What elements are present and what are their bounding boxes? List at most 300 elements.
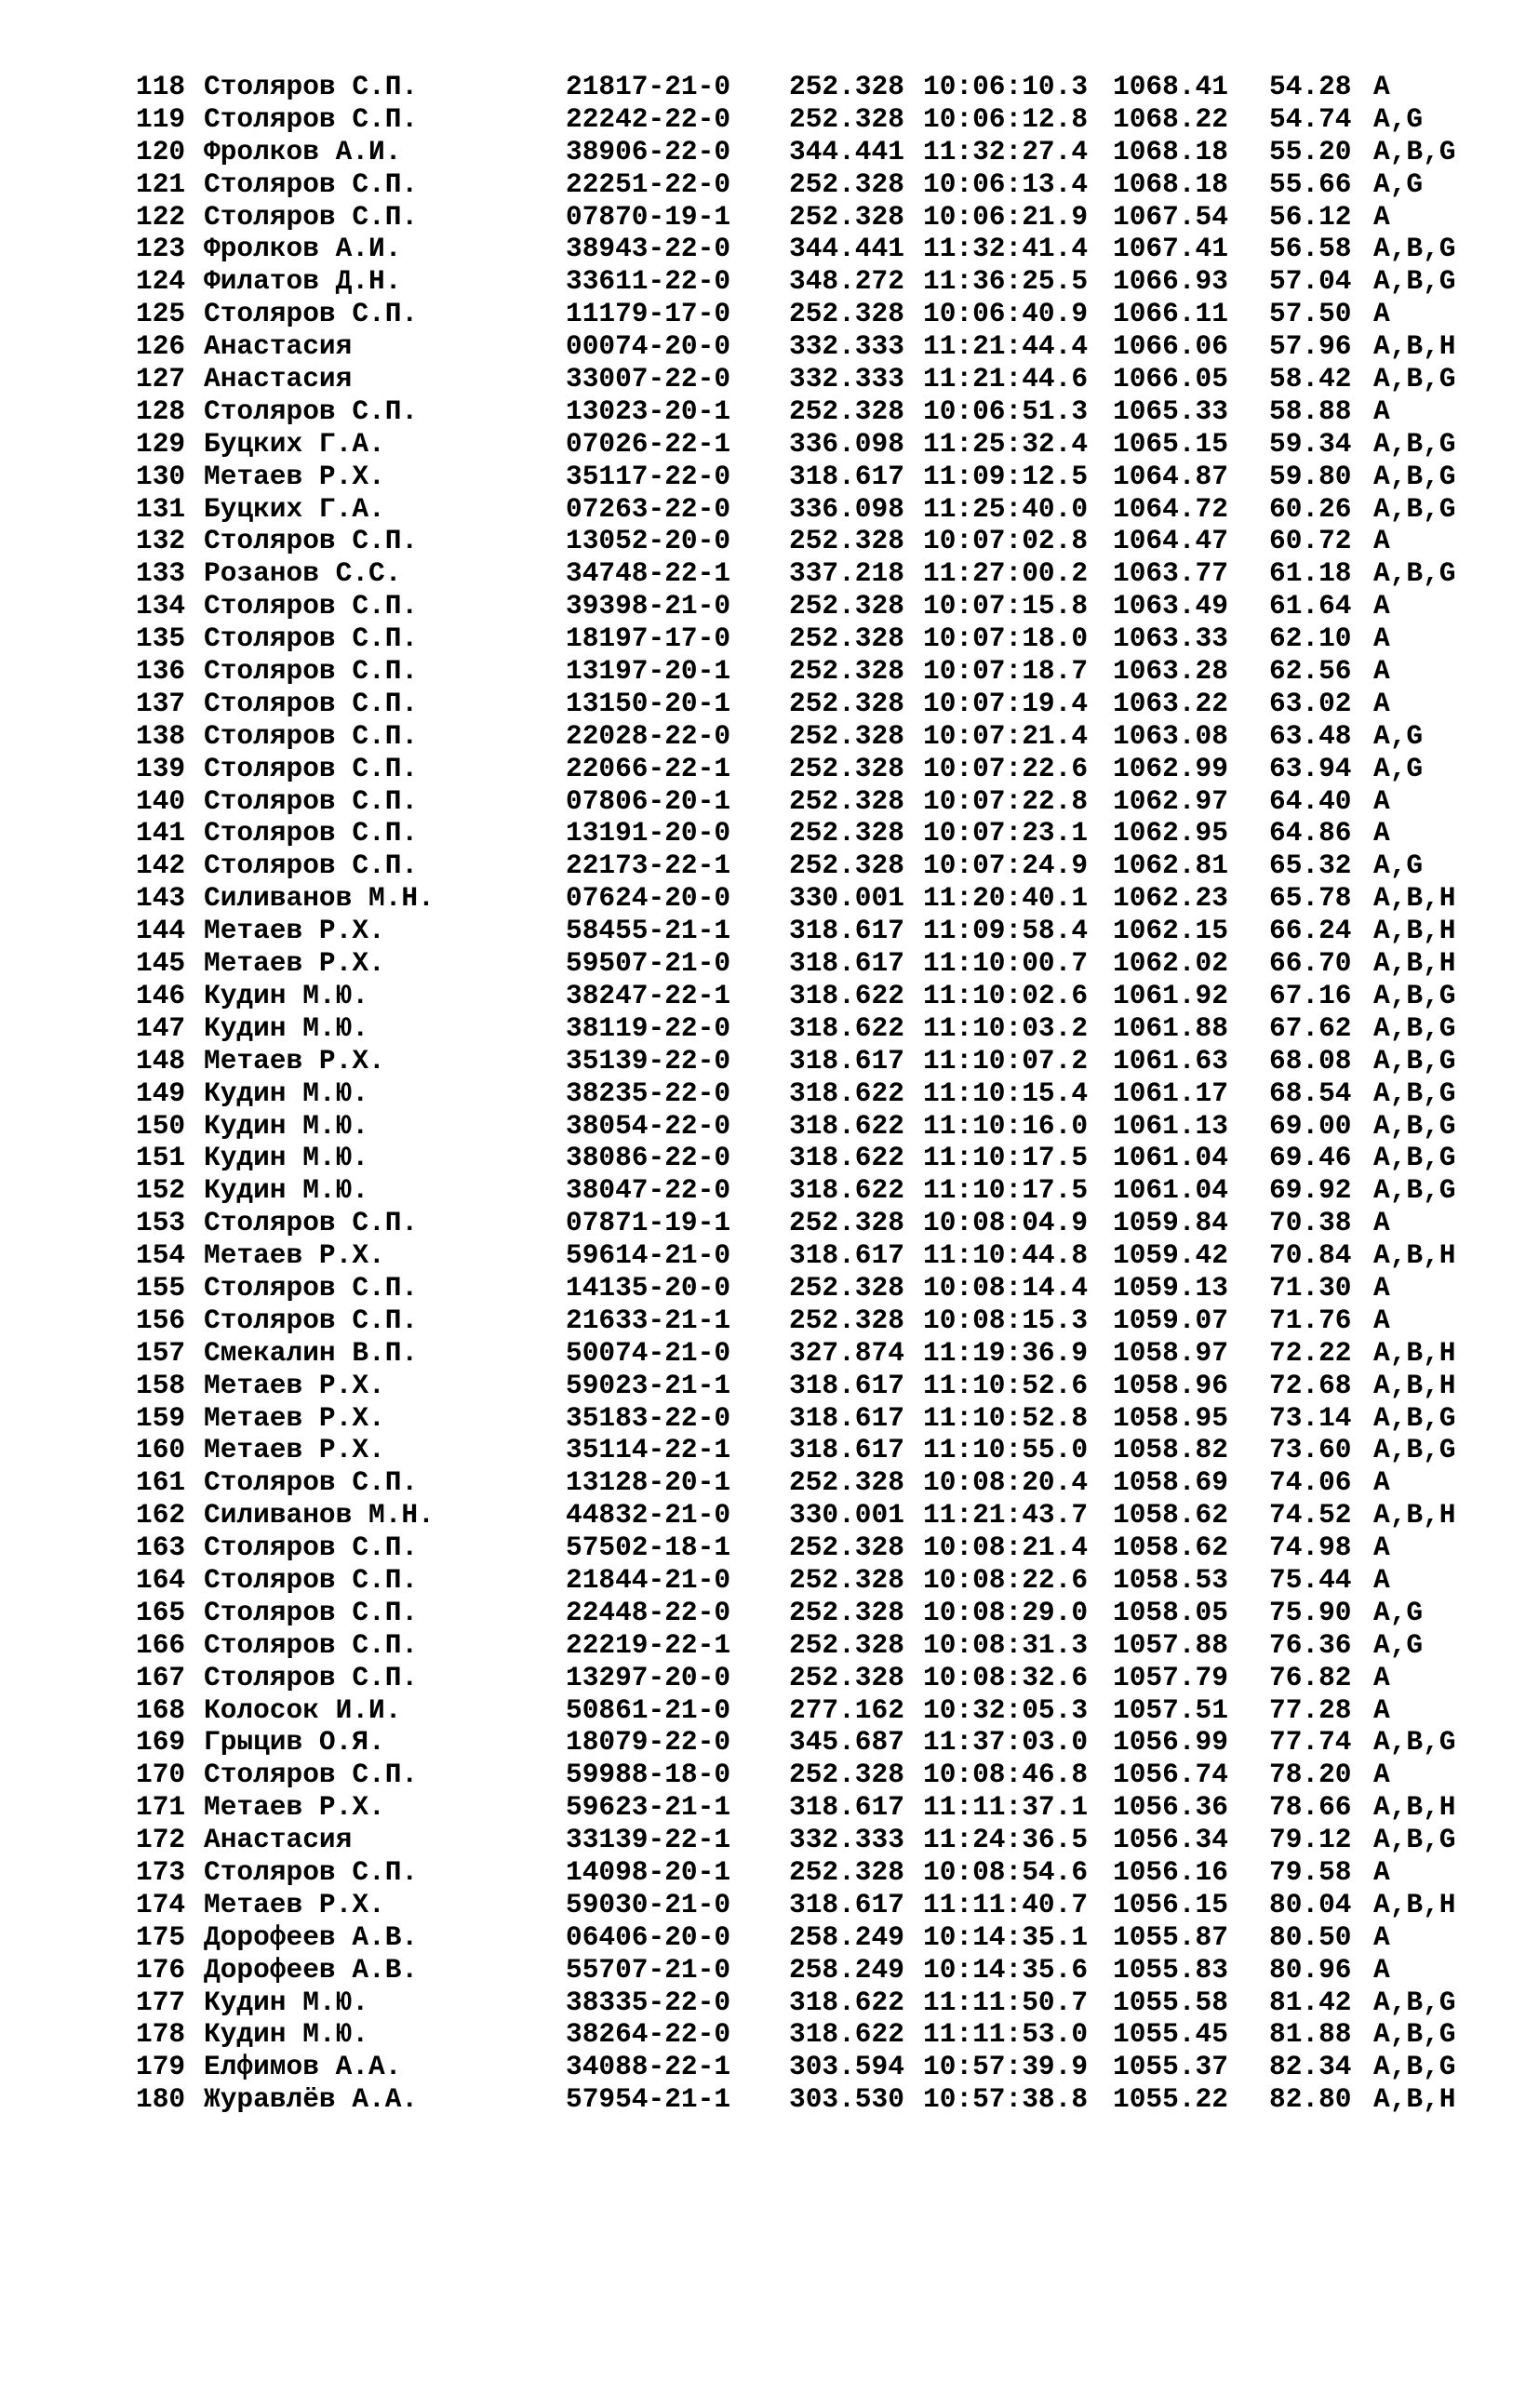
row-number: 169: [136, 1726, 186, 1759]
observer-name: Фролков А.И.: [204, 233, 402, 265]
distance-value: 252.328: [789, 1304, 904, 1336]
table-row: [136, 525, 1390, 557]
row-number: 178: [136, 2018, 186, 2051]
record-id: 59623-21-1: [566, 1791, 731, 1824]
flags-value: A,B,G: [1373, 1077, 1456, 1109]
percent-value: 59.34: [1269, 427, 1352, 460]
observer-name: Анастасия: [204, 330, 353, 363]
row-number: 140: [136, 784, 186, 817]
score-value: 1056.74: [1113, 1759, 1228, 1791]
time-value: 10:07:18.7: [923, 655, 1089, 688]
row-number: 161: [136, 1466, 186, 1499]
row-number: 170: [136, 1759, 186, 1791]
time-value: 11:11:37.1: [923, 1791, 1089, 1824]
row-number: 118: [136, 71, 186, 102]
observer-name: Столяров С.П.: [204, 719, 419, 752]
table-row: [136, 979, 1456, 1012]
percent-value: 63.48: [1269, 719, 1352, 752]
record-id: 57502-18-1: [566, 1532, 731, 1564]
score-value: 1057.51: [1113, 1693, 1228, 1726]
distance-value: 318.617: [789, 947, 904, 980]
table-row: [136, 1986, 1456, 2019]
observer-name: Филатов Д.Н.: [204, 265, 402, 298]
row-number: 141: [136, 817, 186, 849]
time-value: 11:25:32.4: [923, 427, 1089, 460]
percent-value: 61.18: [1269, 557, 1352, 590]
time-value: 11:11:40.7: [923, 1888, 1089, 1920]
record-id: 38086-22-0: [566, 1142, 731, 1174]
flags-value: A,G: [1373, 719, 1424, 752]
distance-value: 332.333: [789, 363, 904, 395]
row-number: 168: [136, 1693, 186, 1726]
row-number: 155: [136, 1271, 186, 1304]
percent-value: 70.38: [1269, 1207, 1352, 1239]
distance-value: 336.098: [789, 427, 904, 460]
time-value: 10:08:31.3: [923, 1628, 1089, 1661]
row-number: 122: [136, 200, 186, 233]
flags-value: A,B,G: [1373, 265, 1456, 298]
score-value: 1058.96: [1113, 1369, 1228, 1401]
time-value: 11:09:12.5: [923, 460, 1089, 492]
record-id: 07871-19-1: [566, 1207, 731, 1239]
table-row: [136, 363, 1456, 395]
percent-value: 74.52: [1269, 1499, 1352, 1532]
distance-value: 252.328: [789, 1466, 904, 1499]
record-id: 34748-22-1: [566, 557, 731, 590]
distance-value: 252.328: [789, 1596, 904, 1628]
distance-value: 337.218: [789, 557, 904, 590]
score-value: 1063.77: [1113, 557, 1228, 590]
distance-value: 318.617: [789, 1401, 904, 1434]
percent-value: 80.04: [1269, 1888, 1352, 1920]
score-value: 1066.06: [1113, 330, 1228, 363]
record-id: 21844-21-0: [566, 1563, 731, 1596]
observer-name: Кудин М.Ю.: [204, 1174, 369, 1207]
observer-name: Столяров С.П.: [204, 395, 419, 427]
record-id: 07870-19-1: [566, 200, 731, 233]
score-value: 1064.72: [1113, 492, 1228, 525]
score-value: 1062.95: [1113, 817, 1228, 849]
flags-value: A,B,G: [1373, 2051, 1456, 2083]
percent-value: 72.22: [1269, 1336, 1352, 1369]
table-row: [136, 1369, 1456, 1402]
flags-value: A: [1373, 1759, 1390, 1791]
flags-value: A,B,G: [1373, 1824, 1456, 1856]
table-row: [136, 1239, 1456, 1272]
row-number: 156: [136, 1304, 186, 1336]
table-row: [136, 395, 1390, 428]
table-row: [136, 1499, 1456, 1532]
score-value: 1063.28: [1113, 655, 1228, 688]
record-id: 21633-21-1: [566, 1304, 731, 1336]
flags-value: A,B,G: [1373, 427, 1456, 460]
time-value: 10:08:04.9: [923, 1207, 1089, 1239]
score-value: 1059.42: [1113, 1239, 1228, 1272]
observer-name: Анастасия: [204, 1824, 353, 1856]
observer-name: Метаев Р.Х.: [204, 1239, 385, 1272]
time-value: 11:21:44.6: [923, 363, 1089, 395]
row-number: 159: [136, 1401, 186, 1434]
percent-value: 55.66: [1269, 167, 1352, 200]
distance-value: 252.328: [789, 784, 904, 817]
time-value: 10:07:22.6: [923, 752, 1089, 784]
percent-value: 65.78: [1269, 882, 1352, 915]
observer-name: Метаев Р.Х.: [204, 1434, 385, 1466]
row-number: 130: [136, 460, 186, 492]
distance-value: 252.328: [789, 167, 904, 200]
table-row: [136, 167, 1424, 201]
table-row: [136, 655, 1390, 688]
score-value: 1059.84: [1113, 1207, 1228, 1239]
observer-name: Столяров С.П.: [204, 200, 419, 233]
row-number: 129: [136, 427, 186, 460]
percent-value: 54.28: [1269, 71, 1352, 102]
observer-name: Журавлёв А.А.: [204, 2083, 419, 2116]
observer-name: Кудин М.Ю.: [204, 1986, 369, 2018]
score-value: 1061.04: [1113, 1174, 1228, 1207]
percent-value: 74.98: [1269, 1532, 1352, 1564]
observer-name: Метаев Р.Х.: [204, 1888, 385, 1920]
percent-value: 82.34: [1269, 2051, 1352, 2083]
time-value: 11:36:25.5: [923, 265, 1089, 298]
time-value: 11:24:36.5: [923, 1824, 1089, 1856]
observer-name: Столяров С.П.: [204, 1628, 419, 1661]
percent-value: 67.62: [1269, 1011, 1352, 1044]
time-value: 10:57:39.9: [923, 2051, 1089, 2083]
table-row: [136, 2051, 1456, 2083]
record-id: 35114-22-1: [566, 1434, 731, 1466]
observer-name: Столяров С.П.: [204, 298, 419, 330]
record-id: 22066-22-1: [566, 752, 731, 784]
record-id: 21817-21-0: [566, 71, 731, 102]
observer-name: Столяров С.П.: [204, 752, 419, 784]
score-value: 1062.99: [1113, 752, 1228, 784]
flags-value: A,G: [1373, 167, 1424, 200]
record-id: 55707-21-0: [566, 1953, 731, 1986]
row-number: 143: [136, 882, 186, 915]
distance-value: 277.162: [789, 1693, 904, 1726]
percent-value: 57.50: [1269, 298, 1352, 330]
flags-value: A,B,G: [1373, 233, 1456, 265]
flags-value: A,B,G: [1373, 1142, 1456, 1174]
observer-name: Грыцив О.Я.: [204, 1726, 385, 1759]
percent-value: 56.12: [1269, 200, 1352, 233]
observer-name: Метаев Р.Х.: [204, 1369, 385, 1401]
flags-value: A,B,G: [1373, 1011, 1456, 1044]
row-number: 149: [136, 1077, 186, 1109]
row-number: 177: [136, 1986, 186, 2018]
flags-value: A,B,G: [1373, 1726, 1456, 1759]
table-row: [136, 233, 1456, 265]
flags-value: A,G: [1373, 102, 1424, 135]
row-number: 180: [136, 2083, 186, 2116]
row-number: 132: [136, 525, 186, 557]
observer-name: Столяров С.П.: [204, 655, 419, 688]
row-number: 163: [136, 1532, 186, 1564]
record-id: 22448-22-0: [566, 1596, 731, 1628]
table-row: [136, 1401, 1456, 1435]
row-number: 136: [136, 655, 186, 688]
time-value: 10:06:40.9: [923, 298, 1089, 330]
record-id: 50074-21-0: [566, 1336, 731, 1369]
flags-value: A: [1373, 622, 1390, 655]
time-value: 10:32:05.3: [923, 1693, 1089, 1726]
table-row: [136, 1855, 1390, 1889]
table-row: [136, 1304, 1390, 1337]
percent-value: 57.96: [1269, 330, 1352, 363]
table-row: [136, 71, 1390, 103]
observer-name: Столяров С.П.: [204, 167, 419, 200]
distance-value: 258.249: [789, 1953, 904, 1986]
observer-name: Столяров С.П.: [204, 687, 419, 719]
time-value: 10:14:35.1: [923, 1920, 1089, 1953]
score-value: 1056.99: [1113, 1726, 1228, 1759]
record-id: 13150-20-1: [566, 687, 731, 719]
score-value: 1062.02: [1113, 947, 1228, 980]
observer-name: Столяров С.П.: [204, 622, 419, 655]
percent-value: 79.58: [1269, 1855, 1352, 1888]
observer-name: Елфимов А.А.: [204, 2051, 402, 2083]
distance-value: 252.328: [789, 1628, 904, 1661]
observer-name: Столяров С.П.: [204, 784, 419, 817]
flags-value: A,B,H: [1373, 330, 1456, 363]
row-number: 126: [136, 330, 186, 363]
record-id: 07263-22-0: [566, 492, 731, 525]
record-id: 59030-21-0: [566, 1888, 731, 1920]
flags-value: A,B,G: [1373, 363, 1456, 395]
row-number: 147: [136, 1011, 186, 1044]
table-row: [136, 1628, 1424, 1662]
percent-value: 74.06: [1269, 1466, 1352, 1499]
table-row: [136, 1759, 1390, 1791]
percent-value: 75.44: [1269, 1563, 1352, 1596]
table-row: [136, 557, 1456, 590]
score-value: 1062.23: [1113, 882, 1228, 915]
distance-value: 318.617: [789, 1434, 904, 1466]
flags-value: A: [1373, 817, 1390, 849]
record-id: 38054-22-0: [566, 1109, 731, 1142]
score-value: 1067.41: [1113, 233, 1228, 265]
observer-name: Колосок И.И.: [204, 1693, 402, 1726]
record-id: 39398-21-0: [566, 590, 731, 622]
observer-name: Кудин М.Ю.: [204, 1011, 369, 1044]
record-id: 50861-21-0: [566, 1693, 731, 1726]
observer-name: Силиванов М.Н.: [204, 882, 435, 915]
flags-value: A,B,G: [1373, 1401, 1456, 1434]
time-value: 11:10:55.0: [923, 1434, 1089, 1466]
score-value: 1056.34: [1113, 1824, 1228, 1856]
percent-value: 68.54: [1269, 1077, 1352, 1109]
score-value: 1056.15: [1113, 1888, 1228, 1920]
table-row: [136, 1109, 1456, 1143]
table-row: [136, 817, 1390, 849]
row-number: 145: [136, 947, 186, 980]
table-row: [136, 1920, 1390, 1954]
observer-name: Метаев Р.Х.: [204, 460, 385, 492]
flags-value: A,B,H: [1373, 1499, 1456, 1532]
record-id: 38264-22-0: [566, 2018, 731, 2051]
score-value: 1063.22: [1113, 687, 1228, 719]
record-id: 33139-22-1: [566, 1824, 731, 1856]
table-row: [136, 849, 1424, 882]
score-value: 1056.36: [1113, 1791, 1228, 1824]
distance-value: 252.328: [789, 590, 904, 622]
flags-value: A,B,G: [1373, 557, 1456, 590]
row-number: 176: [136, 1953, 186, 1986]
score-value: 1056.16: [1113, 1855, 1228, 1888]
observer-name: Столяров С.П.: [204, 71, 419, 102]
flags-value: A,B,H: [1373, 882, 1456, 915]
flags-value: A: [1373, 1920, 1390, 1953]
flags-value: A,B,H: [1373, 1336, 1456, 1369]
observer-name: Столяров С.П.: [204, 1532, 419, 1564]
flags-value: A: [1373, 71, 1390, 102]
record-id: 18197-17-0: [566, 622, 731, 655]
score-value: 1068.18: [1113, 167, 1228, 200]
flags-value: A: [1373, 1207, 1390, 1239]
record-id: 13191-20-0: [566, 817, 731, 849]
record-id: 22251-22-0: [566, 167, 731, 200]
record-id: 18079-22-0: [566, 1726, 731, 1759]
row-number: 172: [136, 1824, 186, 1856]
row-number: 171: [136, 1791, 186, 1824]
record-id: 38047-22-0: [566, 1174, 731, 1207]
percent-value: 77.74: [1269, 1726, 1352, 1759]
table-row: [136, 1142, 1456, 1174]
flags-value: A,B,H: [1373, 1888, 1456, 1920]
flags-value: A,B,H: [1373, 1239, 1456, 1272]
flags-value: A: [1373, 1304, 1390, 1336]
percent-value: 62.56: [1269, 655, 1352, 688]
row-number: 164: [136, 1563, 186, 1596]
observer-name: Столяров С.П.: [204, 590, 419, 622]
percent-value: 71.76: [1269, 1304, 1352, 1336]
score-value: 1065.15: [1113, 427, 1228, 460]
score-value: 1061.13: [1113, 1109, 1228, 1142]
row-number: 135: [136, 622, 186, 655]
distance-value: 327.874: [789, 1336, 904, 1369]
percent-value: 59.80: [1269, 460, 1352, 492]
percent-value: 62.10: [1269, 622, 1352, 655]
distance-value: 336.098: [789, 492, 904, 525]
time-value: 10:08:21.4: [923, 1532, 1089, 1564]
row-number: 148: [136, 1044, 186, 1077]
score-value: 1057.79: [1113, 1661, 1228, 1693]
percent-value: 76.82: [1269, 1661, 1352, 1693]
time-value: 10:07:24.9: [923, 849, 1089, 882]
flags-value: A: [1373, 1693, 1390, 1726]
table-row: [136, 1044, 1456, 1077]
record-id: 35183-22-0: [566, 1401, 731, 1434]
table-row: [136, 590, 1390, 622]
table-row: [136, 1661, 1390, 1694]
distance-value: 252.328: [789, 655, 904, 688]
table-row: [136, 200, 1390, 234]
table-row: [136, 1596, 1424, 1629]
distance-value: 252.328: [789, 687, 904, 719]
observer-name: Столяров С.П.: [204, 817, 419, 849]
distance-value: 252.328: [789, 1271, 904, 1304]
score-value: 1058.82: [1113, 1434, 1228, 1466]
score-value: 1058.05: [1113, 1596, 1228, 1628]
flags-value: A: [1373, 1532, 1390, 1564]
distance-value: 332.333: [789, 1824, 904, 1856]
score-value: 1055.45: [1113, 2018, 1228, 2051]
row-number: 138: [136, 719, 186, 752]
distance-value: 318.617: [789, 460, 904, 492]
observer-name: Столяров С.П.: [204, 1207, 419, 1239]
score-value: 1061.92: [1113, 979, 1228, 1011]
score-value: 1064.87: [1113, 460, 1228, 492]
distance-value: 252.328: [789, 719, 904, 752]
record-id: 22219-22-1: [566, 1628, 731, 1661]
row-number: 167: [136, 1661, 186, 1693]
percent-value: 54.74: [1269, 102, 1352, 135]
flags-value: A: [1373, 525, 1390, 557]
flags-value: A,G: [1373, 1596, 1424, 1628]
score-value: 1058.53: [1113, 1563, 1228, 1596]
table-row: [136, 102, 1424, 136]
distance-value: 303.594: [789, 2051, 904, 2083]
row-number: 174: [136, 1888, 186, 1920]
distance-value: 318.617: [789, 915, 904, 947]
percent-value: 58.42: [1269, 363, 1352, 395]
distance-value: 252.328: [789, 1563, 904, 1596]
score-value: 1063.33: [1113, 622, 1228, 655]
time-value: 11:19:36.9: [923, 1336, 1089, 1369]
record-id: 35139-22-0: [566, 1044, 731, 1077]
record-id: 07624-20-0: [566, 882, 731, 915]
score-value: 1064.47: [1113, 525, 1228, 557]
record-id: 38119-22-0: [566, 1011, 731, 1044]
record-id: 00074-20-0: [566, 330, 731, 363]
time-value: 11:10:17.5: [923, 1142, 1089, 1174]
distance-value: 252.328: [789, 298, 904, 330]
distance-value: 318.622: [789, 1011, 904, 1044]
table-row: [136, 719, 1424, 753]
row-number: 151: [136, 1142, 186, 1174]
table-row: [136, 752, 1424, 785]
table-row: [136, 1271, 1390, 1304]
row-number: 144: [136, 915, 186, 947]
percent-value: 71.30: [1269, 1271, 1352, 1304]
score-value: 1059.07: [1113, 1304, 1228, 1336]
percent-value: 57.04: [1269, 265, 1352, 298]
record-id: 58455-21-1: [566, 915, 731, 947]
flags-value: A,B,G: [1373, 135, 1456, 167]
time-value: 11:10:52.6: [923, 1369, 1089, 1401]
percent-value: 63.94: [1269, 752, 1352, 784]
score-value: 1068.41: [1113, 71, 1228, 102]
percent-value: 69.00: [1269, 1109, 1352, 1142]
observer-name: Столяров С.П.: [204, 1596, 419, 1628]
table-row: [136, 1791, 1456, 1824]
row-number: 150: [136, 1109, 186, 1142]
observer-name: Фролков А.И.: [204, 135, 402, 167]
record-id: 13052-20-0: [566, 525, 731, 557]
time-value: 11:21:44.4: [923, 330, 1089, 363]
table-row: [136, 2083, 1456, 2116]
distance-value: 318.622: [789, 979, 904, 1011]
distance-value: 252.328: [789, 525, 904, 557]
observer-name: Столяров С.П.: [204, 1855, 419, 1888]
table-row: [136, 947, 1456, 980]
table-row: [136, 915, 1456, 947]
observer-name: Столяров С.П.: [204, 102, 419, 135]
flags-value: A,B,H: [1373, 2083, 1456, 2116]
observer-name: Метаев Р.Х.: [204, 947, 385, 980]
record-id: 44832-21-0: [566, 1499, 731, 1532]
